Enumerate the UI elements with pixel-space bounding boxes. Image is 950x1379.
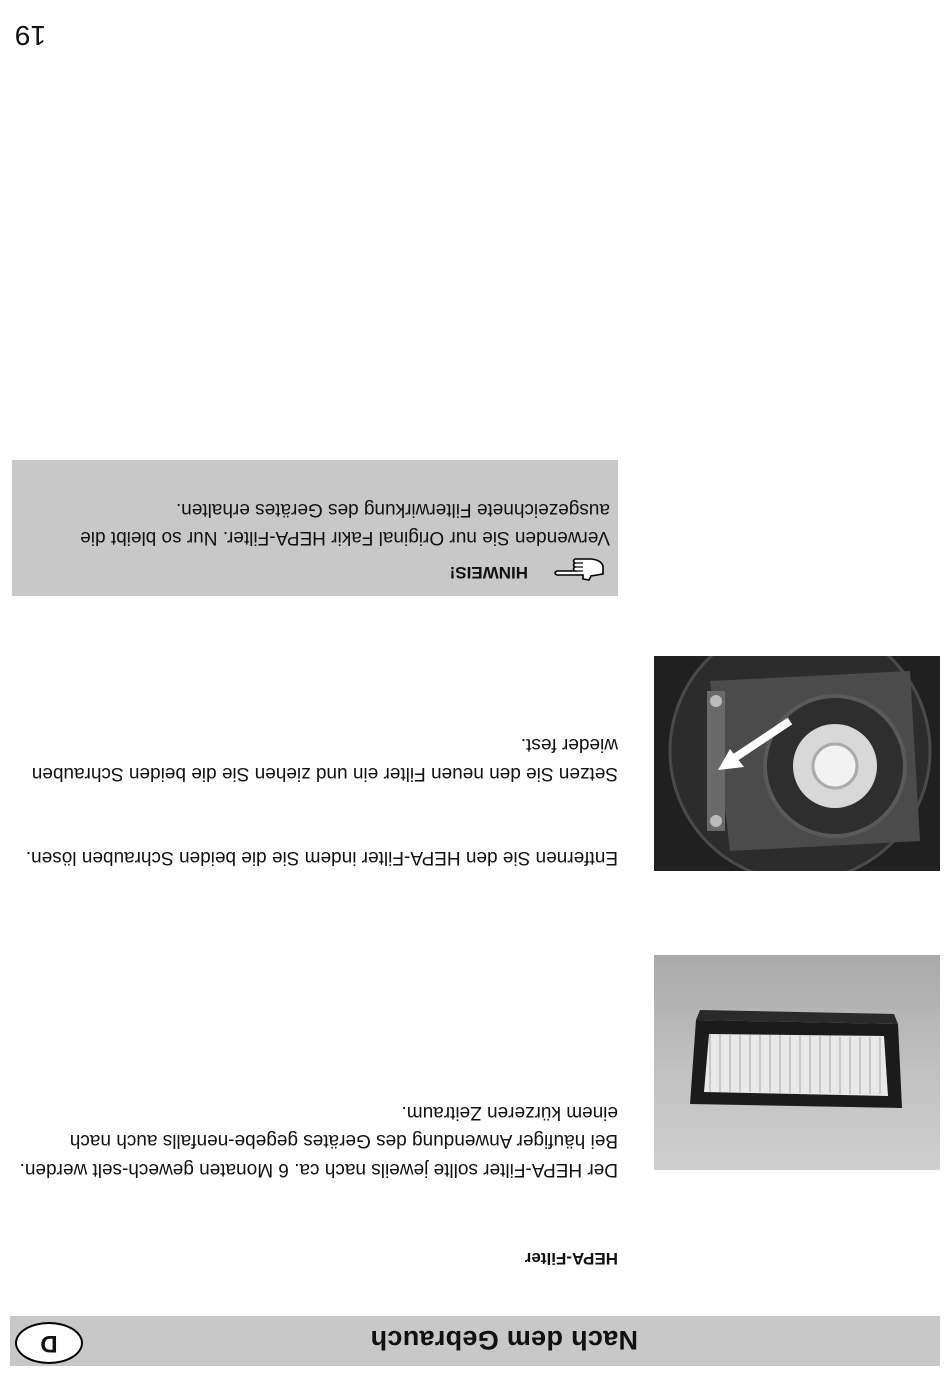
filter-screws-photo	[654, 656, 940, 871]
language-badge: D	[15, 1322, 83, 1364]
note-title: HINWEIS!	[449, 563, 528, 582]
paragraph-remove-filter: Entfernen Sie den HEPA-Filter indem Sie die beiden Schrauben lösen.	[25, 847, 618, 868]
page-number: 19	[14, 20, 46, 51]
section-heading: HEPA-Filter	[524, 1249, 618, 1268]
note-text: Verwenden Sie nur Original Fakir HEPA-Filter. Nur so bleibt die ausgezeichnete Filterwirkung des Gerätes erhalten.	[80, 499, 610, 548]
pointing-hand-icon	[553, 554, 605, 584]
page-title: Nach dem Gebrauch	[370, 1325, 638, 1355]
paragraph-insert-filter: Setzen Sie den neuen Filter ein und ziehen Sie die beiden Schrauben wieder fest.	[31, 734, 618, 784]
paragraph-replace-interval: Der HEPA-Filter sollte jeweils nach ca. 6 Monaten gewech-selt werden. Bei häufiger Anwendung des Gerätes gegebe-nenfalls auch nach einem kürzeren Zeitraum.	[19, 1102, 618, 1180]
hepa-filter-photo	[654, 955, 940, 1170]
